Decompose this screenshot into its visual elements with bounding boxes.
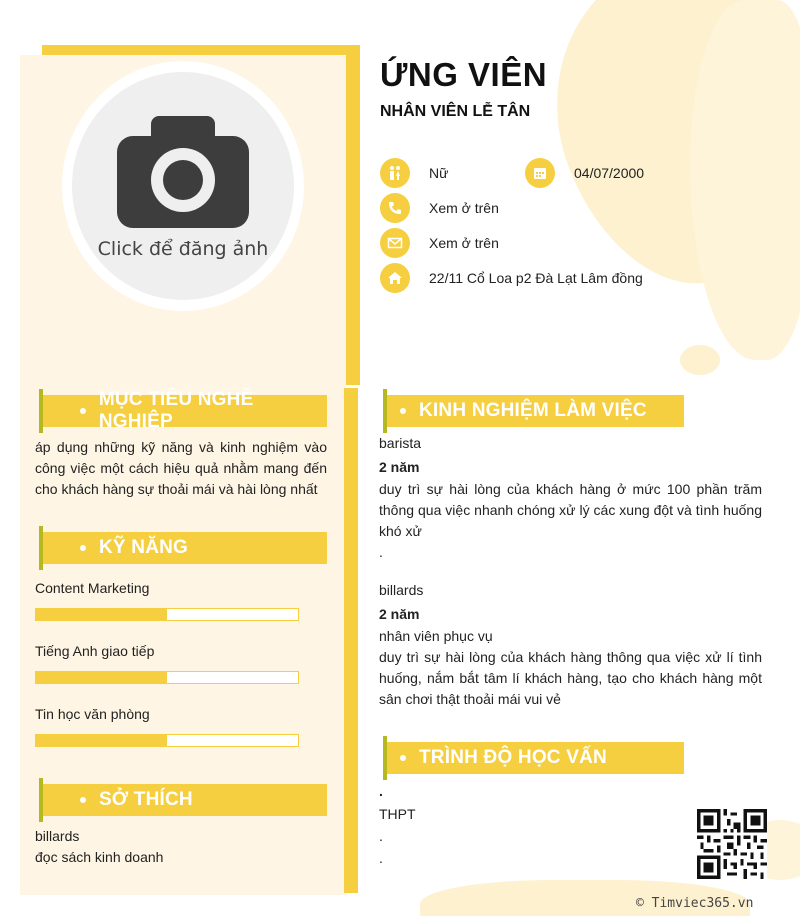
- section-header-objective: [42, 389, 327, 432]
- section-header-education: [386, 742, 684, 774]
- frame-bar: [346, 45, 360, 385]
- skill-level-bar: [35, 734, 299, 747]
- skill-name: Tiếng Anh giao tiếp: [35, 643, 155, 659]
- job-role: nhân viên phục vụ: [379, 628, 493, 644]
- hobby-item: đọc sách kinh doanh: [35, 849, 164, 865]
- job-description: duy trì sự hài lòng của khách hàng thông qua việc xử lí tình huống, nắm bắt tâm lí khách hàng, tạo cho khách hàng một sân chơi thật thoải mái vui vẻ: [379, 649, 762, 707]
- education-line: THPT: [379, 806, 416, 822]
- objective-text: áp dụng những kỹ năng và kinh nghiệm vào công việc một cách hiệu quả nhằm mang đến cho khách hàng sự thoải mái và hài lòng nhất: [35, 439, 327, 497]
- job-duration: 2 năm: [379, 606, 420, 622]
- job-description: duy trì sự hài lòng của khách hàng ở mức 100 phần trăm thông qua việc nhanh chóng xử lý các xung đột và tình huống khó xử: [379, 481, 762, 539]
- section-header-experience: [386, 395, 684, 427]
- home-icon: [380, 263, 410, 293]
- gender-value: Nữ: [429, 165, 449, 181]
- section-title: TRÌNH ĐỘ HỌC VẤN: [419, 747, 607, 768]
- skill-name: Tin học văn phòng: [35, 706, 150, 722]
- info-phone: [380, 193, 499, 223]
- calendar-icon: [525, 158, 555, 188]
- avatar-upload[interactable]: [72, 72, 294, 300]
- skill-level-bar: [35, 608, 299, 621]
- section-title: MỤC TIÊU NGHỀ NGHIỆP: [98, 389, 254, 432]
- phone-icon: [380, 193, 410, 223]
- phone-value: Xem ở trên: [429, 200, 499, 216]
- frame-bar: [344, 388, 358, 893]
- email-value: Xem ở trên: [429, 235, 499, 251]
- job-extra: .: [379, 544, 383, 560]
- birthday-value: 04/07/2000: [574, 165, 645, 181]
- section-header-skills: [42, 532, 327, 564]
- camera-icon: [117, 116, 249, 226]
- job-title: NHÂN VIÊN LỄ TÂN: [380, 103, 531, 120]
- education-line: .: [379, 783, 383, 799]
- info-email: [380, 228, 499, 258]
- section-title: SỞ THÍCH: [99, 789, 193, 810]
- mail-icon: [380, 228, 410, 258]
- decor-blob: [680, 345, 720, 375]
- info-address: [380, 263, 643, 293]
- footer-credit: © Timviec365.vn: [636, 896, 754, 911]
- section-title: KỸ NĂNG: [99, 537, 189, 558]
- avatar-upload-label: Click để đăng ảnh: [97, 238, 269, 260]
- skill-name: Content Marketing: [35, 580, 150, 596]
- candidate-name: ỨNG VIÊN: [380, 56, 548, 93]
- skill-level-bar: [35, 671, 299, 684]
- qr-code: [697, 809, 767, 879]
- address-value: 22/11 Cổ Loa p2 Đà Lạt Lâm đồng: [429, 270, 643, 286]
- job-duration: 2 năm: [379, 459, 420, 475]
- hobby-item: billards: [35, 828, 80, 844]
- section-header-hobbies: [42, 784, 327, 816]
- job-company: billards: [379, 582, 424, 598]
- section-title: KINH NGHIỆM LÀM VIỆC: [419, 400, 647, 421]
- info-gender: [380, 158, 448, 188]
- decor-blob: [690, 0, 800, 360]
- job-company: barista: [379, 435, 422, 451]
- frame-bar: [42, 45, 360, 55]
- education-line: .: [379, 850, 383, 866]
- info-birthday: [525, 158, 644, 188]
- gender-icon: [380, 158, 410, 188]
- education-line: .: [379, 828, 383, 844]
